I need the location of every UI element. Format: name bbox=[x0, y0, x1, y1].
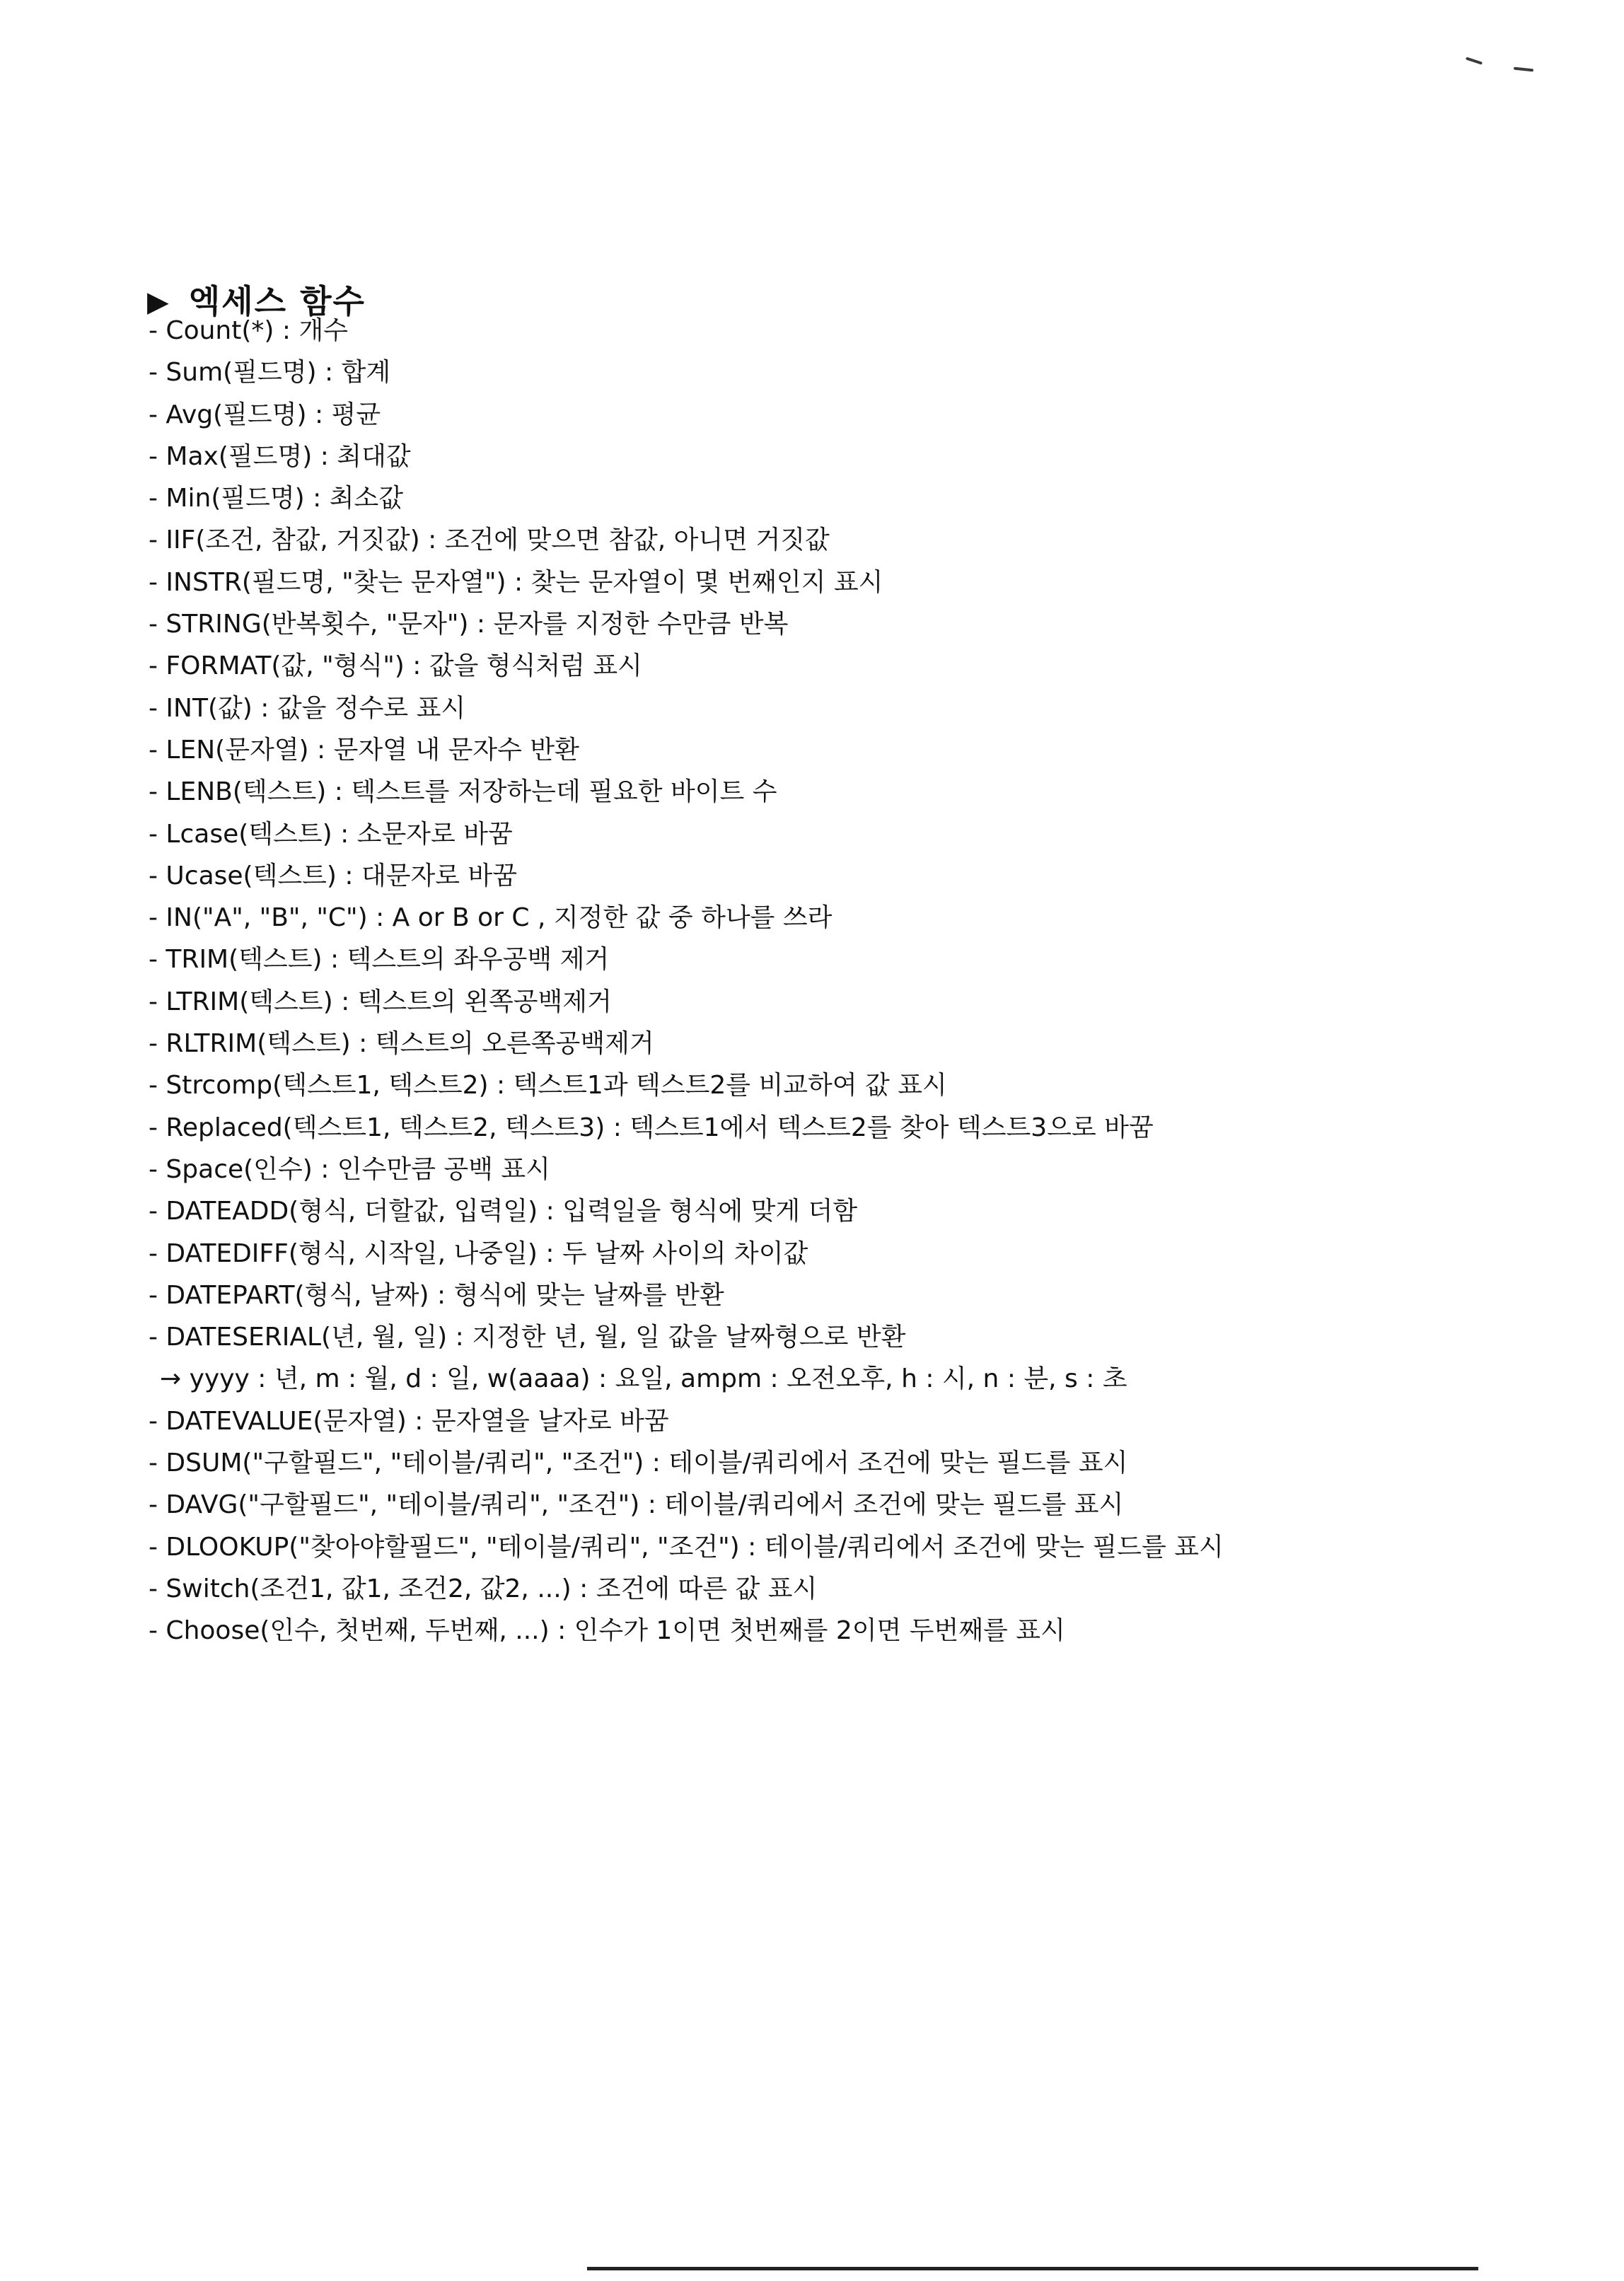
list-item: - IIF(조건, 참값, 거짓값) : 조건에 맞으면 참값, 아니면 거짓값 bbox=[149, 526, 830, 555]
list-item: - LTRIM(텍스트) : 텍스트의 왼쪽공백제거 bbox=[149, 987, 612, 1016]
scan-mark bbox=[1514, 67, 1533, 72]
list-item: - INT(값) : 값을 정수로 표시 bbox=[149, 693, 466, 723]
list-item: - DATEVALUE(문자열) : 문자열을 날자로 바꿈 bbox=[149, 1406, 669, 1436]
list-item: - DAVG("구할필드", "테이블/쿼리", "조건") : 테이블/쿼리에서 조건에 맞는 필드를 표시 bbox=[149, 1490, 1124, 1520]
list-item: - Space(인수) : 인수만큼 공백 표시 bbox=[149, 1154, 550, 1184]
list-item: - RLTRIM(텍스트) : 텍스트의 오른쪽공백제거 bbox=[149, 1029, 654, 1059]
format-codes-note: → yyyy : 년, m : 월, d : 일, w(aaaa) : 요일, ampm : 오전오후, h : 시, n : 분, s : 초 bbox=[160, 1364, 1127, 1394]
list-item: - Replaced(텍스트1, 텍스트2, 텍스트3) : 텍스트1에서 텍스트2를 찾아 텍스트3으로 바꿈 bbox=[149, 1113, 1154, 1142]
list-item: - Lcase(텍스트) : 소문자로 바꿈 bbox=[149, 819, 513, 849]
page-bottom-edge bbox=[587, 2267, 1478, 2270]
triangle-bullet-icon: ▶ bbox=[147, 285, 170, 318]
list-item: - Max(필드명) : 최대값 bbox=[149, 441, 411, 471]
list-item: - Count(*) : 개수 bbox=[149, 316, 349, 345]
list-item: - Switch(조건1, 값1, 조건2, 값2, ...) : 조건에 따른 값 표시 bbox=[149, 1574, 818, 1603]
list-item: - LEN(문자열) : 문자열 내 문자수 반환 bbox=[149, 735, 579, 765]
function-list bbox=[149, 310, 1535, 1652]
list-item: - Ucase(텍스트) : 대문자로 바꿈 bbox=[149, 861, 518, 890]
list-item: - DSUM("구할필드", "테이블/쿼리", "조건") : 테이블/쿼리에서 조건에 맞는 필드를 표시 bbox=[149, 1449, 1128, 1478]
list-item: - STRING(반복횟수, "문자") : 문자를 지정한 수만큼 반복 bbox=[149, 610, 789, 639]
list-item: - Avg(필드명) : 평균 bbox=[149, 400, 381, 429]
title-text: 엑세스 함수 bbox=[188, 282, 366, 320]
list-item: - TRIM(텍스트) : 텍스트의 좌우공백 제거 bbox=[149, 945, 610, 975]
list-item: - IN("A", "B", "C") : A or B or C , 지정한 값 중 하나를 쓰라 bbox=[149, 903, 833, 933]
list-item: - Min(필드명) : 최소값 bbox=[149, 484, 404, 513]
list-item: - DLOOKUP("찾아야할필드", "테이블/쿼리", "조건") : 테이블/쿼리에서 조건에 맞는 필드를 표시 bbox=[149, 1532, 1224, 1562]
list-item: - DATESERIAL(년, 월, 일) : 지정한 년, 월, 일 값을 날짜형으로 반환 bbox=[149, 1323, 906, 1352]
list-item: - INSTR(필드명, "찾는 문자열") : 찾는 문자열이 몇 번째인지 표시 bbox=[149, 567, 883, 597]
list-item: - LENB(텍스트) : 텍스트를 저장하는데 필요한 바이트 수 bbox=[149, 777, 777, 807]
list-item: - DATEADD(형식, 더할값, 입력일) : 입력일을 형식에 맞게 더함 bbox=[149, 1197, 858, 1226]
list-item: - FORMAT(값, "형식") : 값을 형식처럼 표시 bbox=[149, 651, 642, 681]
scan-mark bbox=[1466, 57, 1483, 64]
list-item: - Strcomp(텍스트1, 텍스트2) : 텍스트1과 텍스트2를 비교하여 값 표시 bbox=[149, 1071, 947, 1101]
list-item: - Choose(인수, 첫번째, 두번째, ...) : 인수가 1이면 첫번째를 2이면 두번째를 표시 bbox=[149, 1616, 1065, 1646]
list-item: - Sum(필드명) : 합계 bbox=[149, 358, 391, 388]
list-item: - DATEDIFF(형식, 시작일, 나중일) : 두 날짜 사이의 차이값 bbox=[149, 1238, 808, 1268]
list-item: - DATEPART(형식, 날짜) : 형식에 맞는 날짜를 반환 bbox=[149, 1280, 724, 1310]
